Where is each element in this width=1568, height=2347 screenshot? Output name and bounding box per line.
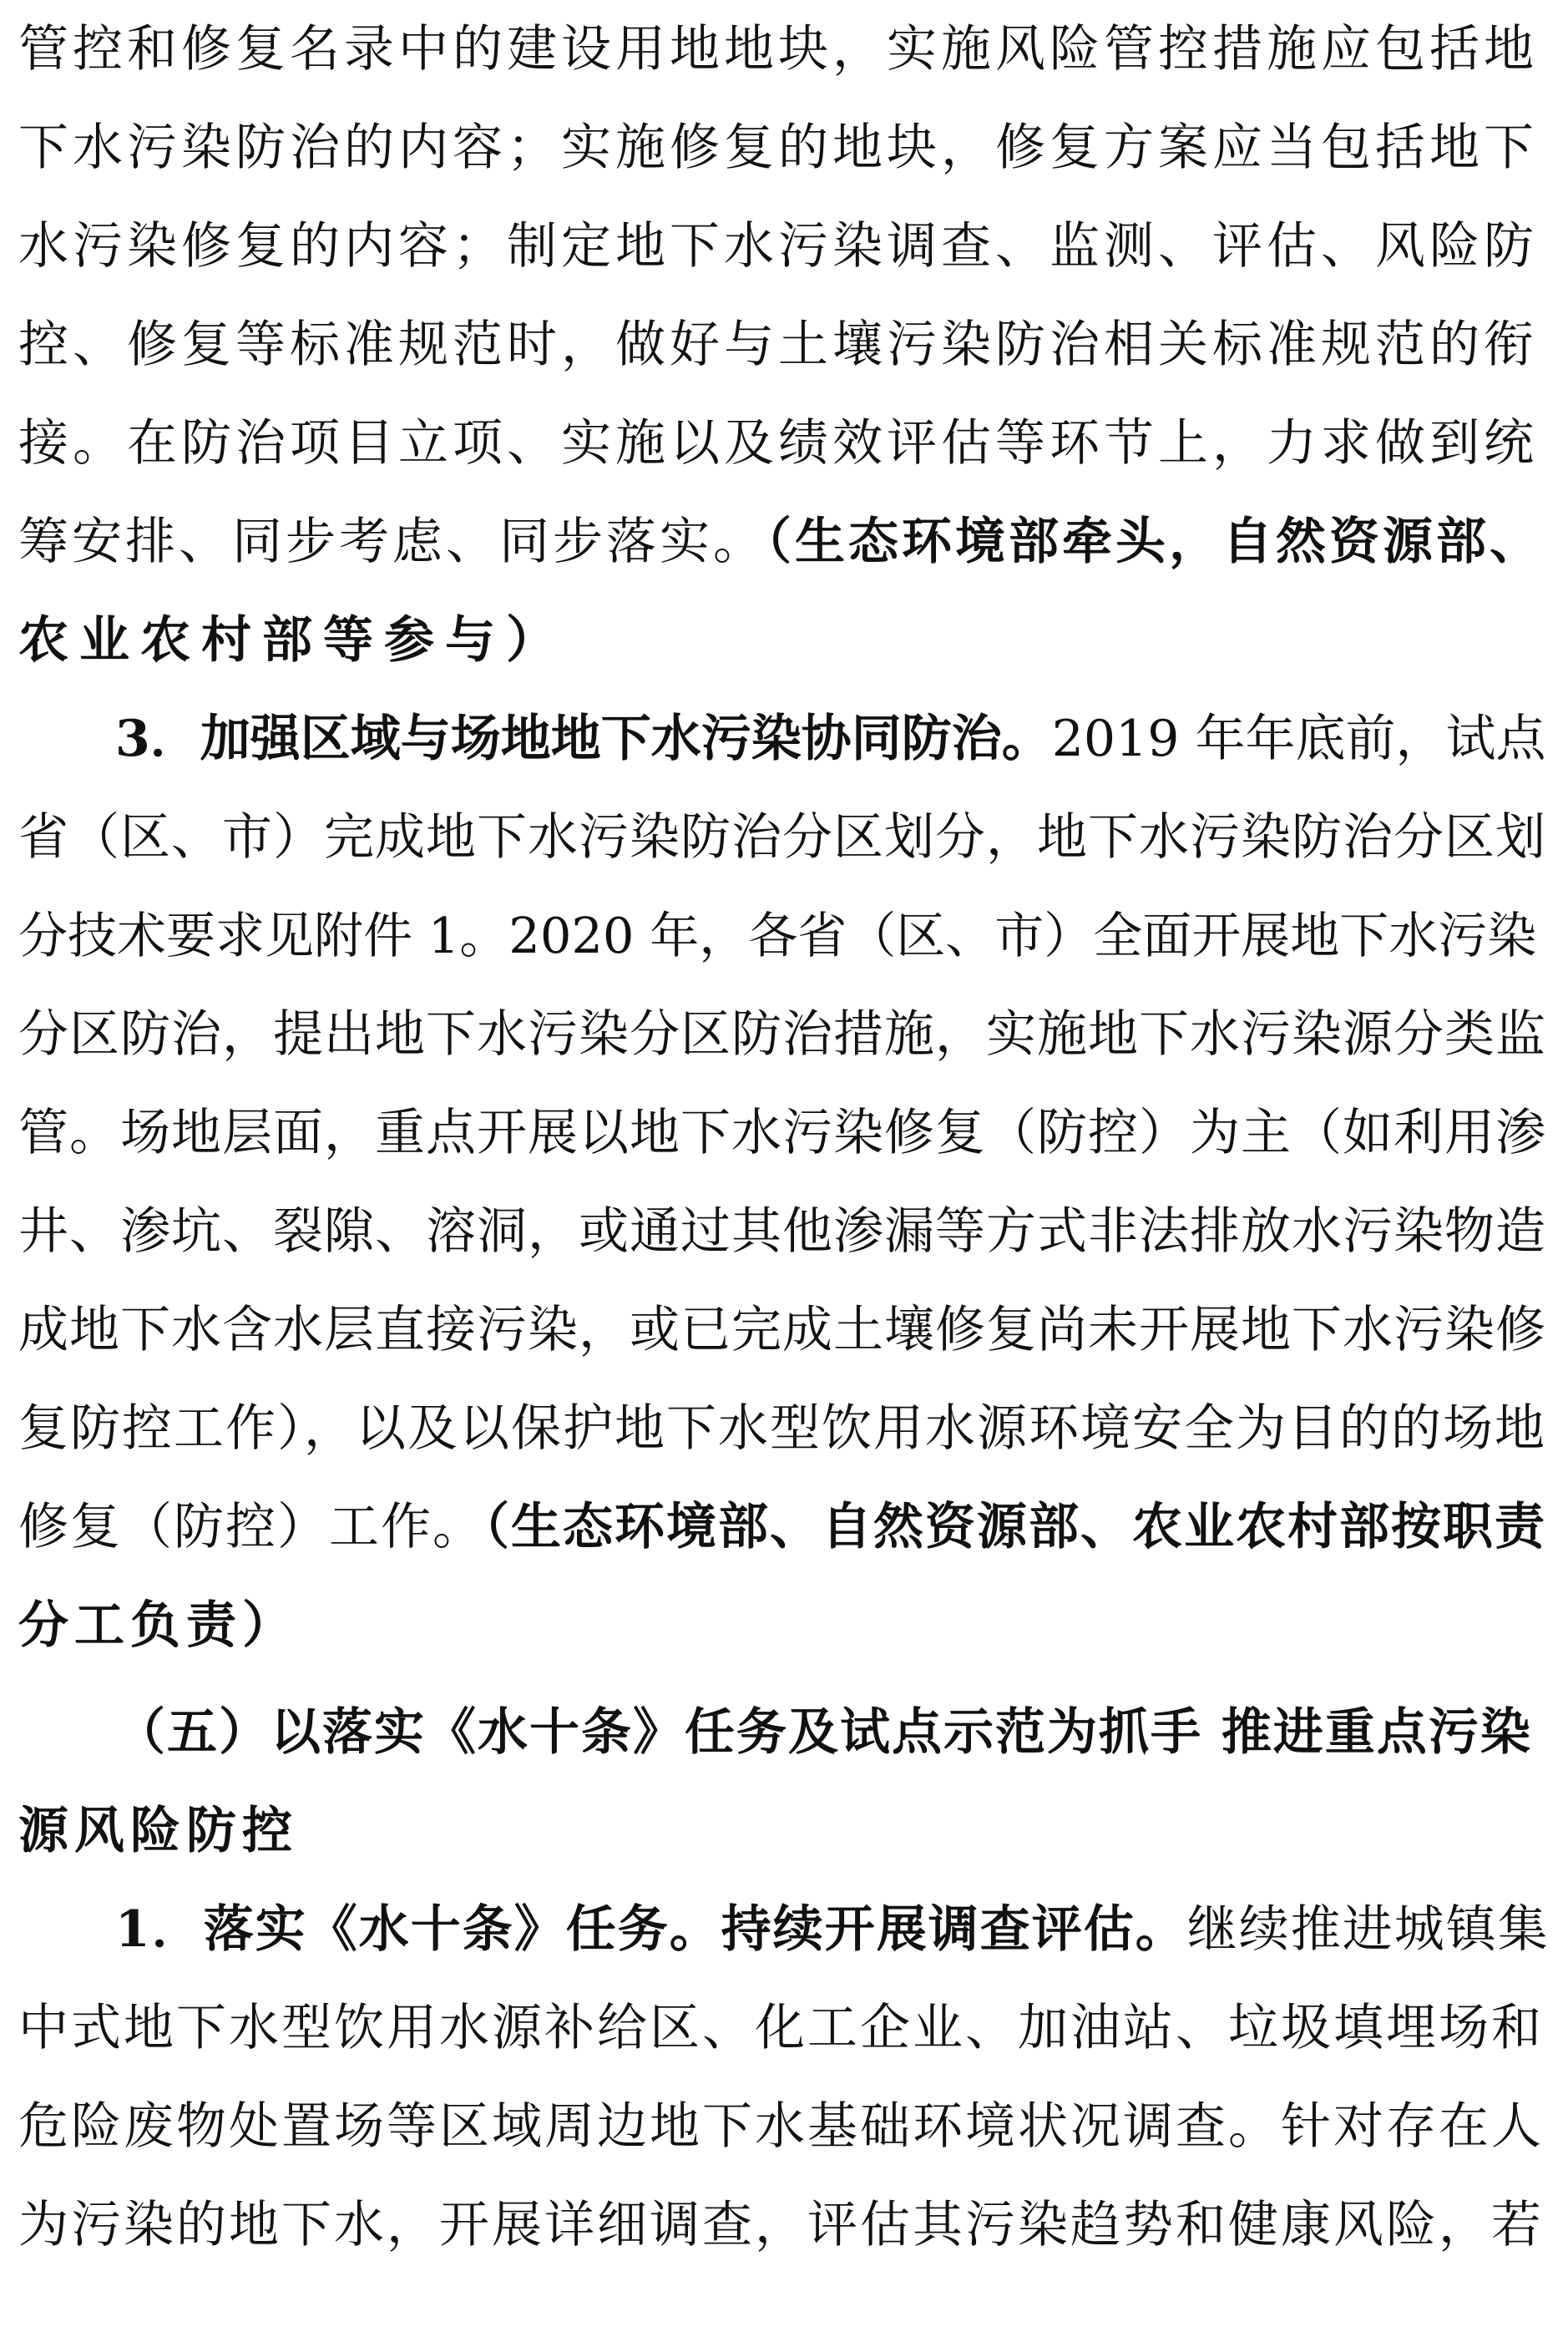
text: 中式地下水型饮用水源补给区、化工企业、加油站、垃圾填埋场和 — [18, 1999, 1544, 2057]
paragraph-line — [18, 1478, 1546, 1576]
text: 修复（防控）工作。 — [18, 1498, 484, 1556]
text: 管。场地层面，重点开展以地下水污染修复（防控）为主（如利用渗 — [18, 1104, 1546, 1162]
text: 井、渗坑、裂隙、溶洞，或通过其他渗漏等方式非法排放水污染物造 — [18, 1202, 1546, 1261]
responsible-parties: 农业农村部等参与） — [18, 611, 567, 670]
text: 接。在防治项目立项、实施以及绩效评估等环节上，力求做到统 — [18, 414, 1538, 473]
item-heading: 1．落实《水十条》任务。持续开展调查评估。 — [115, 1900, 1187, 1959]
paragraph-line — [18, 0, 1538, 99]
responsible-parties: 分工负责） — [18, 1596, 298, 1655]
text: 2019 年年底前，试点 — [1051, 710, 1546, 768]
text: 水污染修复的内容；制定地下水污染调查、监测、评估、风险防 — [18, 217, 1538, 276]
paragraph-line — [18, 985, 1546, 1084]
paragraph-line — [18, 1084, 1546, 1182]
text: 省（区、市）完成地下水污染防治分区划分，地下水污染防治分区划 — [18, 808, 1546, 867]
paragraph-line — [18, 2077, 1544, 2176]
item-heading: 3．加强区域与场地地下水污染协同防治。 — [115, 710, 1052, 768]
text: 继续推进城镇集 — [1186, 1900, 1550, 1959]
text: 分技术要求见附件 1。2020 年，各省（区、市）全面开展地下水污染 — [18, 907, 1537, 964]
paragraph-line — [18, 1379, 1546, 1478]
paragraph-line — [18, 197, 1538, 296]
text: 成地下水含水层直接污染，或已完成土壤修复尚未开展地下水污染修 — [18, 1301, 1546, 1359]
paragraph-line — [18, 788, 1546, 887]
responsible-parties: （生态环境部牵头，自然资源部、 — [766, 513, 1543, 571]
paragraph-line — [18, 591, 567, 690]
text: 为污染的地下水，开展详细调查，评估其污染趋势和健康风险，若 — [18, 2196, 1544, 2254]
paragraph-line — [18, 493, 1543, 591]
paragraph-line — [18, 1576, 298, 1675]
section-heading-text: 源风险防控 — [18, 1802, 298, 1860]
text: 复防控工作），以及以保护地下水型饮用水源环境安全为目的的场地 — [18, 1399, 1546, 1458]
text: 危险废物处置场等区域周边地下水基础环境状况调查。针对存在人 — [18, 2097, 1544, 2156]
paragraph-line — [18, 1979, 1544, 2077]
section-heading — [18, 1782, 298, 1880]
paragraph-line — [18, 99, 1538, 197]
paragraph-line — [115, 690, 1546, 788]
section-heading — [115, 1683, 1532, 1782]
paragraph-line — [18, 2176, 1544, 2274]
text: 下水污染防治的内容；实施修复的地块，修复方案应当包括地下 — [18, 119, 1538, 177]
paragraph-line — [18, 887, 1536, 985]
paragraph-line — [18, 394, 1538, 493]
text: 分区防治，提出地下水污染分区防治措施，实施地下水污染源分类监 — [18, 1005, 1546, 1064]
text: 筹安排、同步考虑、同步落实。 — [18, 513, 766, 571]
paragraph-line — [18, 296, 1538, 394]
paragraph-line — [18, 1182, 1546, 1281]
paragraph-line — [115, 1880, 1550, 1979]
responsible-parties: （生态环境部、自然资源部、农业农村部按职责 — [484, 1498, 1546, 1556]
section-heading-text: （五）以落实《水十条》任务及试点示范为抓手 推进重点污染 — [115, 1703, 1532, 1762]
text: 控、修复等标准规范时，做好与土壤污染防治相关标准规范的衔 — [18, 316, 1538, 374]
paragraph-line — [18, 1281, 1546, 1379]
text: 管控和修复名录中的建设用地地块，实施风险管控措施应包括地 — [18, 20, 1538, 78]
